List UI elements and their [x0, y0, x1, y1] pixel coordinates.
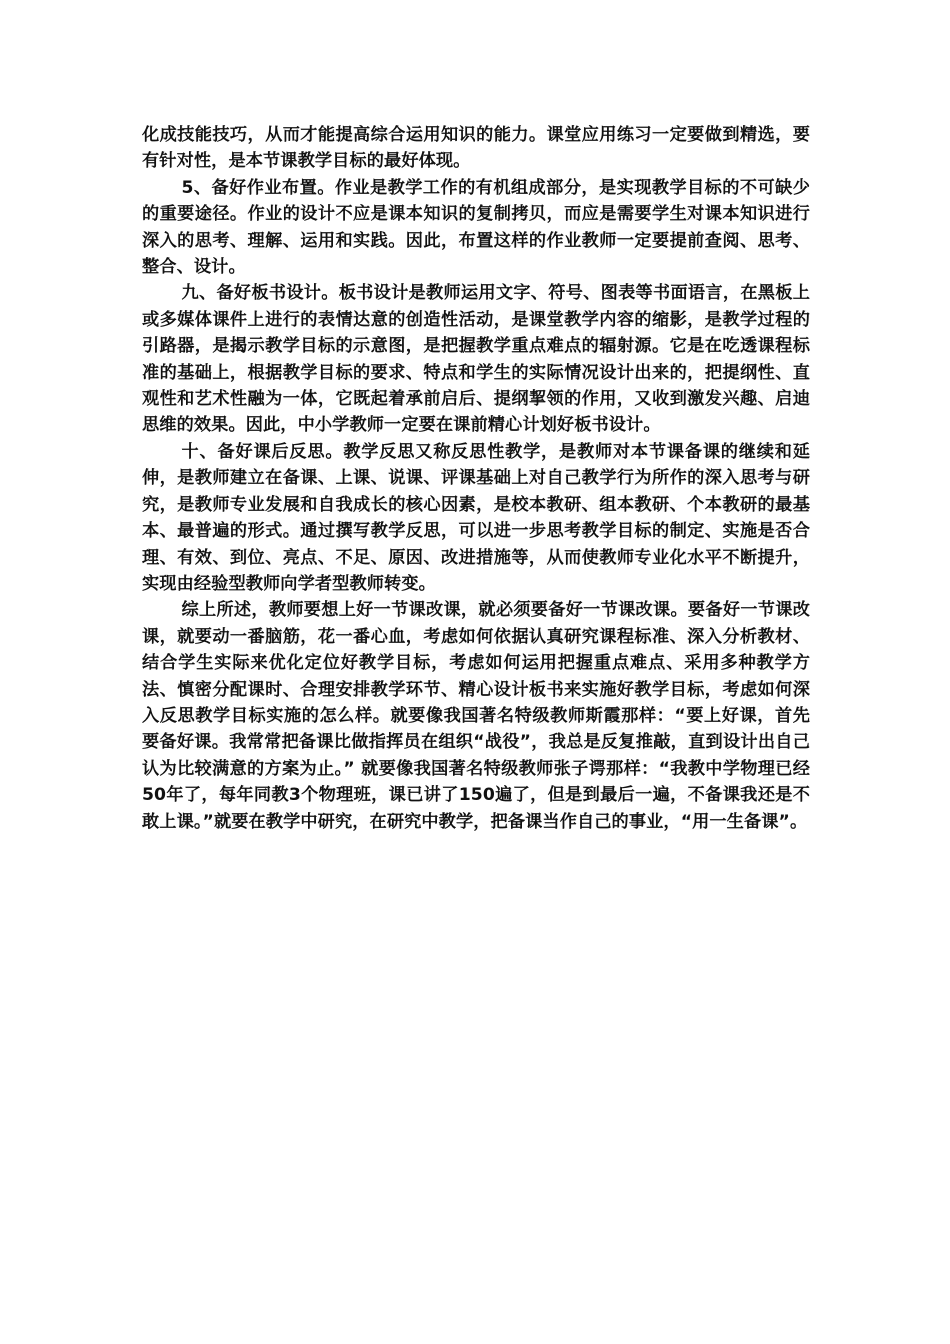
- paragraph-summary: 综上所述，教师要想上好一节课改课，就必须要备好一节课改课。要备好一节课改课，就要动一番脑筋，花一番心血，考虑如何依据认真研究课程标准、深入分析教材、结合学生实际来优化定位好教学目标，考虑如何运用把握重点难点、采用多种教学方法、慎密分配课时、合理安排教学环节、精心设计板书来实施好教学目标，考虑如何深入反思教学目标实施的怎么样。就要像我国著名特级教师斯霞那样：“要上好课，首先要备好课。我常常把备课比做指挥员在组织“战役”，我总是反复推敲，直到设计出自己认为比较满意的方案为止。” 就要像我国著名特级教师张子谔那样：“我教中学物理已经50年了，每年同教3个物理班，课已讲了150遍了，但是到最后一遍，不备课我还是不敢上课。”就要在教学中研究，在研究中教学，把备课当作自己的事业，“用一生备课”。: [142, 600, 810, 832]
- body-text: [142, 122, 810, 835]
- paragraph-homework: 5、备好作业布置。作业是教学工作的有机组成部分，是实现教学目标的不可缺少的重要途径。作业的设计不应是课本知识的复制拷贝，而应是需要学生对课本知识进行深入的思考、理解、运用和实践。因此，布置这样的作业教师一定要提前查阅、思考、整合、设计。: [142, 177, 810, 278]
- paragraph-blackboard: 九、备好板书设计。板书设计是教师运用文字、符号、图表等书面语言，在黑板上或多媒体课件上进行的表情达意的创造性活动，是课堂教学内容的缩影，是教学过程的引路器，是揭示教学目标的示意图，是把握教学重点难点的辐射源。它是在吃透课程标准的基础上，根据教学目标的要求、特点和学生的实际情况设计出来的，把提纲性、直观性和艺术性融为一体，它既起着承前启后、提纲挈领的作用，又收到激发兴趣、启迪思维的效果。因此，中小学教师一定要在课前精心计划好板书设计。: [142, 283, 810, 436]
- paragraph-reflection: 十、备好课后反思。教学反思又称反思性教学，是教师对本节课备课的继续和延伸，是教师建立在备课、上课、说课、评课基础上对自己教学行为所作的深入思考与研究，是教师专业发展和自我成长的核心因素，是校本教研、组本教研、个本教研的最基本、最普遍的形式。通过撰写教学反思，可以进一步思考教学目标的制定、实施是否合理、有效、到位、亮点、不足、原因、改进措施等，从而使教师专业化水平不断提升，实现由经验型教师向学者型教师转变。: [142, 441, 810, 594]
- paragraph-continuation: 化成技能技巧，从而才能提高综合运用知识的能力。课堂应用练习一定要做到精选，要有针对性，是本节课教学目标的最好体现。: [142, 125, 810, 172]
